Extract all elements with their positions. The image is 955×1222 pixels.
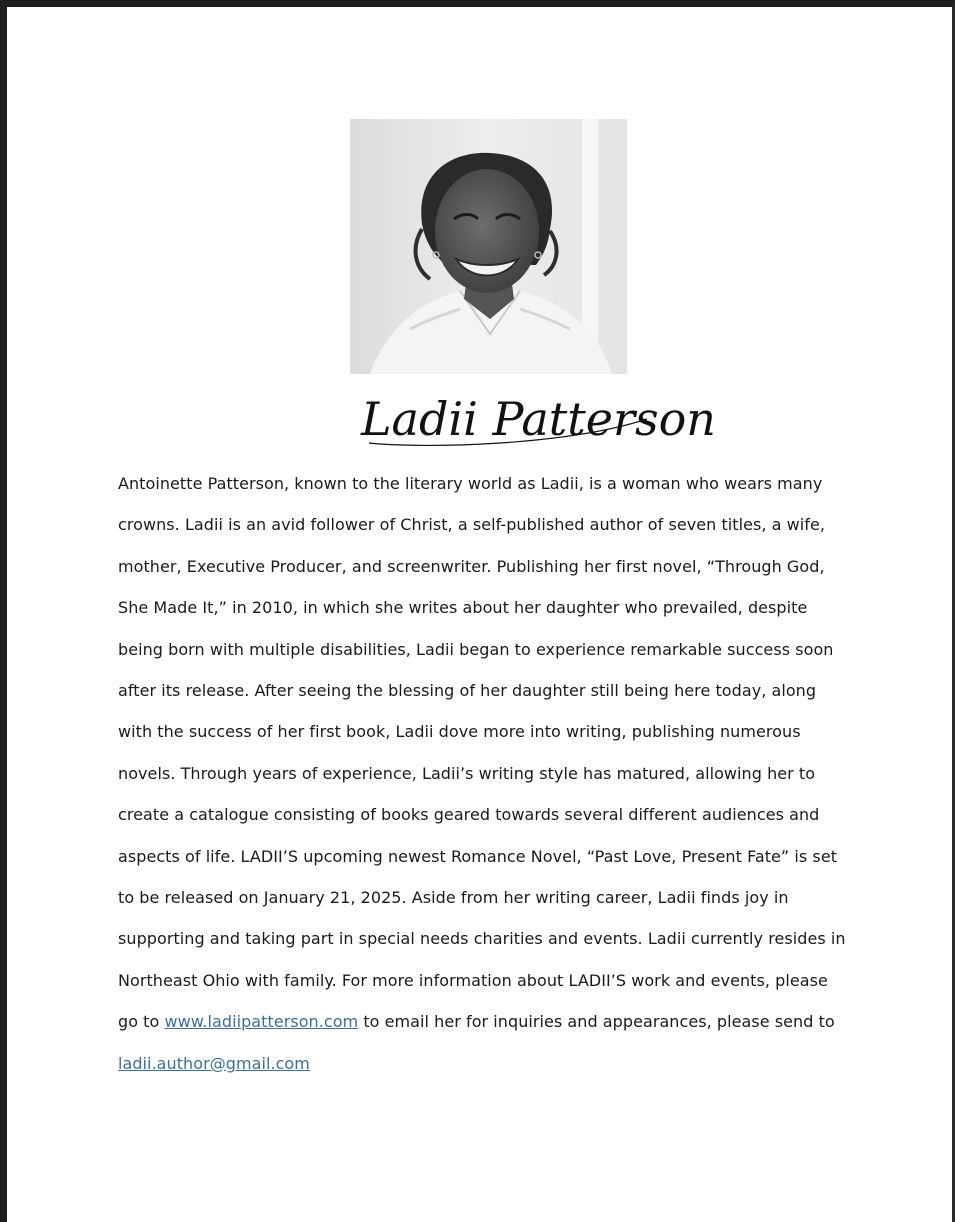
bio-line: supporting and taking part in special needs charities and events. Ladii currently resides in bbox=[118, 929, 846, 949]
bio-line: novels. Through years of experience, Ladii’s writing style has matured, allowing her to bbox=[118, 763, 816, 783]
author-photo bbox=[350, 119, 627, 374]
bio-line: aspects of life. LADII’S upcoming newest Romance Novel, “Past Love, Present Fate” is set bbox=[118, 846, 838, 866]
bio-line-with-website bbox=[118, 1001, 848, 1042]
bio-line: Antoinette Patterson, known to the literary world as Ladii, is a woman who wears many bbox=[118, 474, 823, 493]
bio-text-suffix: to email her for inquiries and appearances, please send to bbox=[358, 1012, 835, 1032]
signature-text: Ladii Patterson bbox=[361, 392, 716, 446]
author-bio bbox=[118, 463, 848, 1084]
bio-line: create a catalogue consisting of books geared towards several different audiences and bbox=[118, 805, 820, 825]
bio-line: She Made It,” in 2010, in which she writes about her daughter who prevailed, despite bbox=[118, 598, 808, 618]
bio-line: with the success of her first book, Ladii dove more into writing, publishing numerous bbox=[118, 722, 801, 742]
bio-line: mother, Executive Producer, and screenwriter. Publishing her first novel, “Through God, bbox=[118, 556, 825, 576]
bio-line: to be released on January 21, 2025. Aside from her writing career, Ladii finds joy in bbox=[118, 888, 789, 908]
author-signature bbox=[347, 379, 716, 457]
author-portrait-icon bbox=[350, 119, 627, 374]
website-link[interactable]: www.ladiipatterson.com bbox=[164, 1012, 359, 1032]
bio-text-prefix: go to bbox=[118, 1012, 165, 1032]
bio-line: after its release. After seeing the blessing of her daughter still being here today, along bbox=[118, 681, 817, 701]
bio-line: Northeast Ohio with family. For more information about LADII’S work and events, please bbox=[118, 970, 828, 990]
bio-line-email bbox=[118, 1043, 848, 1084]
signature-graphic bbox=[347, 379, 716, 457]
bio-line: crowns. Ladii is an avid follower of Christ, a self-published author of seven titles, a wife, bbox=[118, 515, 825, 535]
bio-line: being born with multiple disabilities, Ladii began to experience remarkable success soon bbox=[118, 639, 834, 659]
email-link[interactable]: ladii.author@gmail.com bbox=[118, 1053, 310, 1073]
